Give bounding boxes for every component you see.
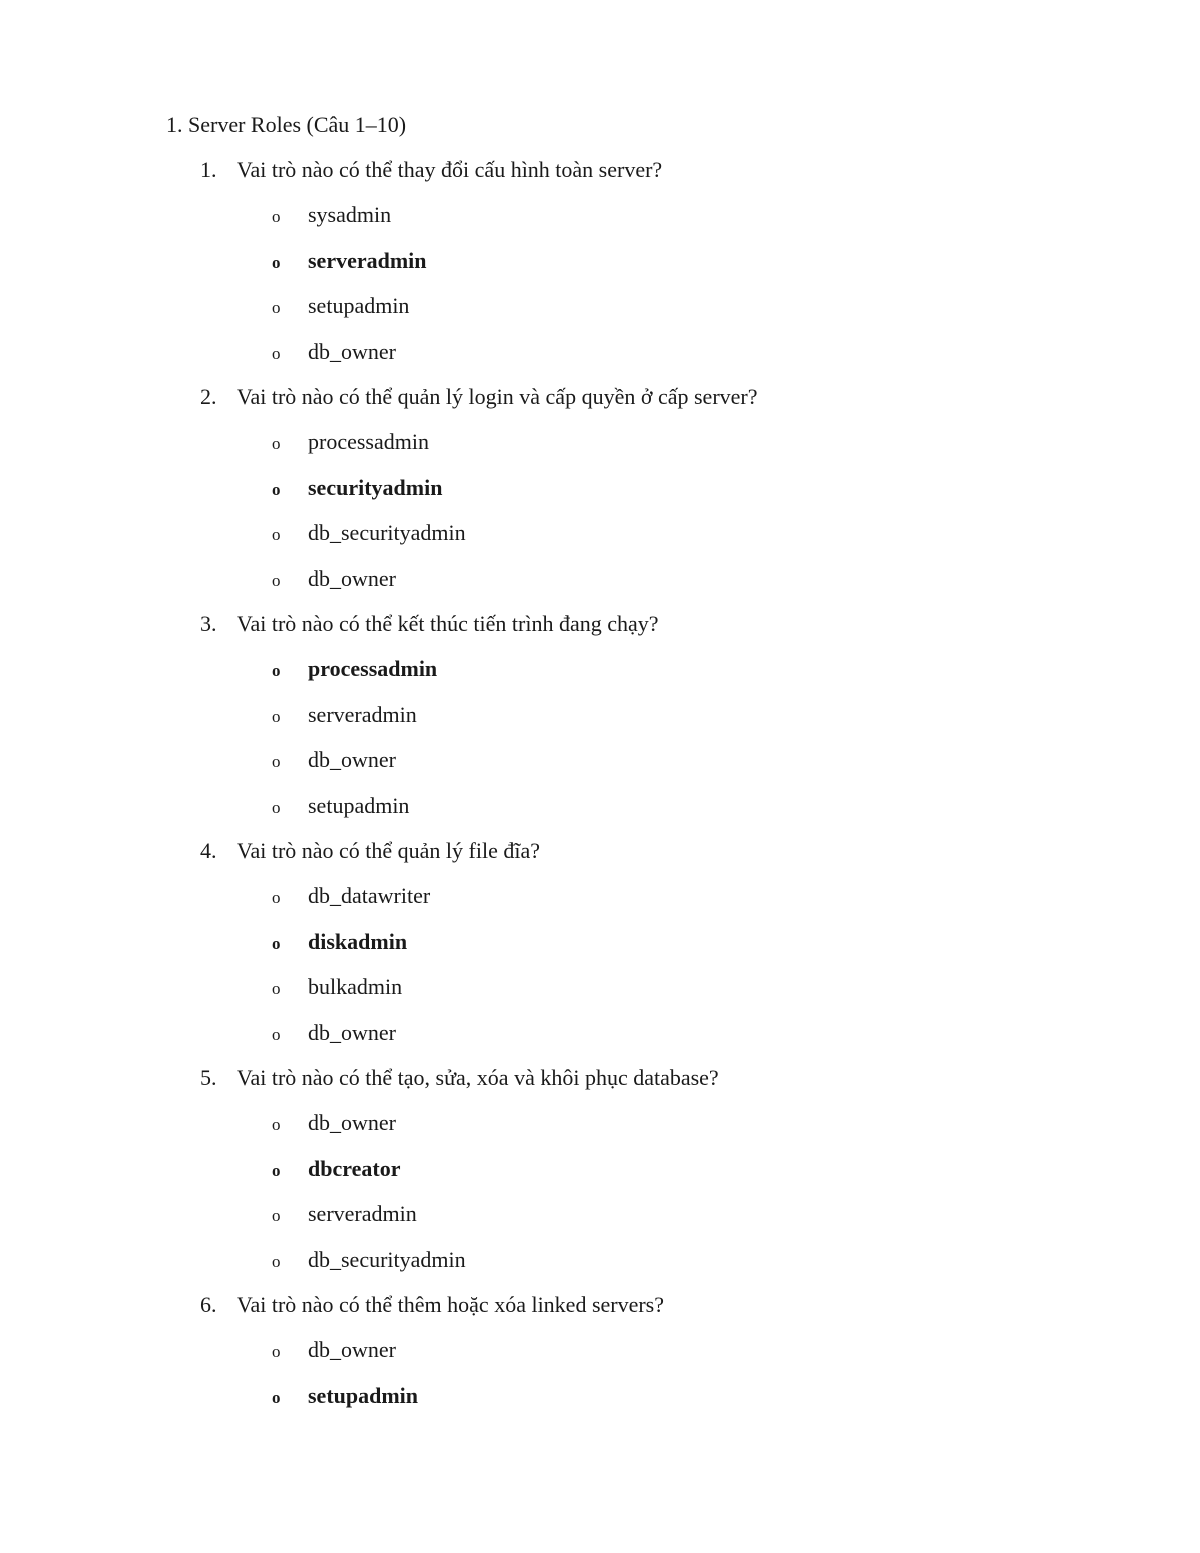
question-number: 5. xyxy=(200,1065,217,1090)
bullet-icon: o xyxy=(272,1206,281,1225)
bullet-icon: o xyxy=(272,798,281,817)
option-label: db_datawriter xyxy=(308,883,431,908)
question-text: Vai trò nào có thể kết thúc tiến trình đang chạy? xyxy=(237,611,659,636)
answer-option-correct xyxy=(272,927,407,959)
option-label: bulkadmin xyxy=(308,974,403,999)
answer-option xyxy=(272,700,417,732)
bullet-icon: o xyxy=(272,934,281,953)
bullet-icon: o xyxy=(272,1252,281,1271)
option-label: setupadmin xyxy=(308,293,410,318)
option-label: sysadmin xyxy=(308,202,392,227)
bullet-icon: o xyxy=(272,571,281,590)
answer-option xyxy=(272,337,396,369)
answer-option xyxy=(272,427,429,459)
option-label: db_securityadmin xyxy=(308,1247,466,1272)
answer-option xyxy=(272,1335,396,1367)
answer-option xyxy=(272,1018,396,1050)
section-number: 1. xyxy=(166,112,183,137)
bullet-icon: o xyxy=(272,253,281,272)
answer-option-correct xyxy=(272,654,437,686)
bullet-icon: o xyxy=(272,661,281,680)
option-label: serveradmin xyxy=(308,1201,417,1226)
bullet-icon: o xyxy=(272,707,281,726)
bullet-icon: o xyxy=(272,888,281,907)
question-number: 1. xyxy=(200,157,217,182)
question-1 xyxy=(200,155,662,185)
answer-option xyxy=(272,791,409,823)
bullet-icon: o xyxy=(272,979,281,998)
answer-option xyxy=(272,291,409,323)
question-number: 4. xyxy=(200,838,217,863)
answer-option xyxy=(272,1199,417,1231)
bullet-icon: o xyxy=(272,434,281,453)
question-text: Vai trò nào có thể tạo, sửa, xóa và khôi phục database? xyxy=(237,1065,719,1090)
bullet-icon: o xyxy=(272,480,281,499)
question-4 xyxy=(200,836,540,866)
question-number: 2. xyxy=(200,384,217,409)
option-label: db_owner xyxy=(308,1110,396,1135)
answer-option-correct xyxy=(272,246,427,278)
option-label: securityadmin xyxy=(308,475,443,500)
answer-option xyxy=(272,1108,396,1140)
bullet-icon: o xyxy=(272,344,281,363)
option-label: setupadmin xyxy=(308,1383,419,1408)
option-label: db_owner xyxy=(308,566,396,591)
option-label: setupadmin xyxy=(308,793,410,818)
option-label: db_owner xyxy=(308,747,396,772)
question-5 xyxy=(200,1063,719,1093)
answer-option xyxy=(272,200,391,232)
answer-option-correct xyxy=(272,473,442,505)
option-label: diskadmin xyxy=(308,929,408,954)
bullet-icon: o xyxy=(272,1025,281,1044)
answer-option xyxy=(272,564,396,596)
answer-option-correct xyxy=(272,1381,418,1413)
answer-option xyxy=(272,745,396,777)
answer-option-correct xyxy=(272,1154,400,1186)
bullet-icon: o xyxy=(272,752,281,771)
question-number: 6. xyxy=(200,1292,217,1317)
bullet-icon: o xyxy=(272,1342,281,1361)
section-heading xyxy=(166,110,406,140)
answer-option xyxy=(272,881,430,913)
question-2 xyxy=(200,382,758,412)
bullet-icon: o xyxy=(272,1115,281,1134)
question-3 xyxy=(200,609,659,639)
question-text: Vai trò nào có thể quản lý file đĩa? xyxy=(237,838,541,863)
question-text: Vai trò nào có thể thay đổi cấu hình toàn server? xyxy=(237,157,663,182)
option-label: db_owner xyxy=(308,1020,396,1045)
option-label: processadmin xyxy=(308,429,429,454)
question-6 xyxy=(200,1290,664,1320)
option-label: db_owner xyxy=(308,339,396,364)
bullet-icon: o xyxy=(272,207,281,226)
question-text: Vai trò nào có thể thêm hoặc xóa linked servers? xyxy=(237,1292,665,1317)
option-label: db_securityadmin xyxy=(308,520,466,545)
question-text: Vai trò nào có thể quản lý login và cấp quyền ở cấp server? xyxy=(237,384,758,409)
option-label: processadmin xyxy=(308,656,438,681)
bullet-icon: o xyxy=(272,1388,281,1407)
bullet-icon: o xyxy=(272,1161,281,1180)
option-label: serveradmin xyxy=(308,248,427,273)
question-number: 3. xyxy=(200,611,217,636)
bullet-icon: o xyxy=(272,525,281,544)
answer-option xyxy=(272,518,466,550)
bullet-icon: o xyxy=(272,298,281,317)
option-label: serveradmin xyxy=(308,702,417,727)
answer-option xyxy=(272,972,402,1004)
option-label: db_owner xyxy=(308,1337,396,1362)
answer-option xyxy=(272,1245,466,1277)
section-title: Server Roles (Câu 1–10) xyxy=(188,112,407,137)
option-label: dbcreator xyxy=(308,1156,401,1181)
